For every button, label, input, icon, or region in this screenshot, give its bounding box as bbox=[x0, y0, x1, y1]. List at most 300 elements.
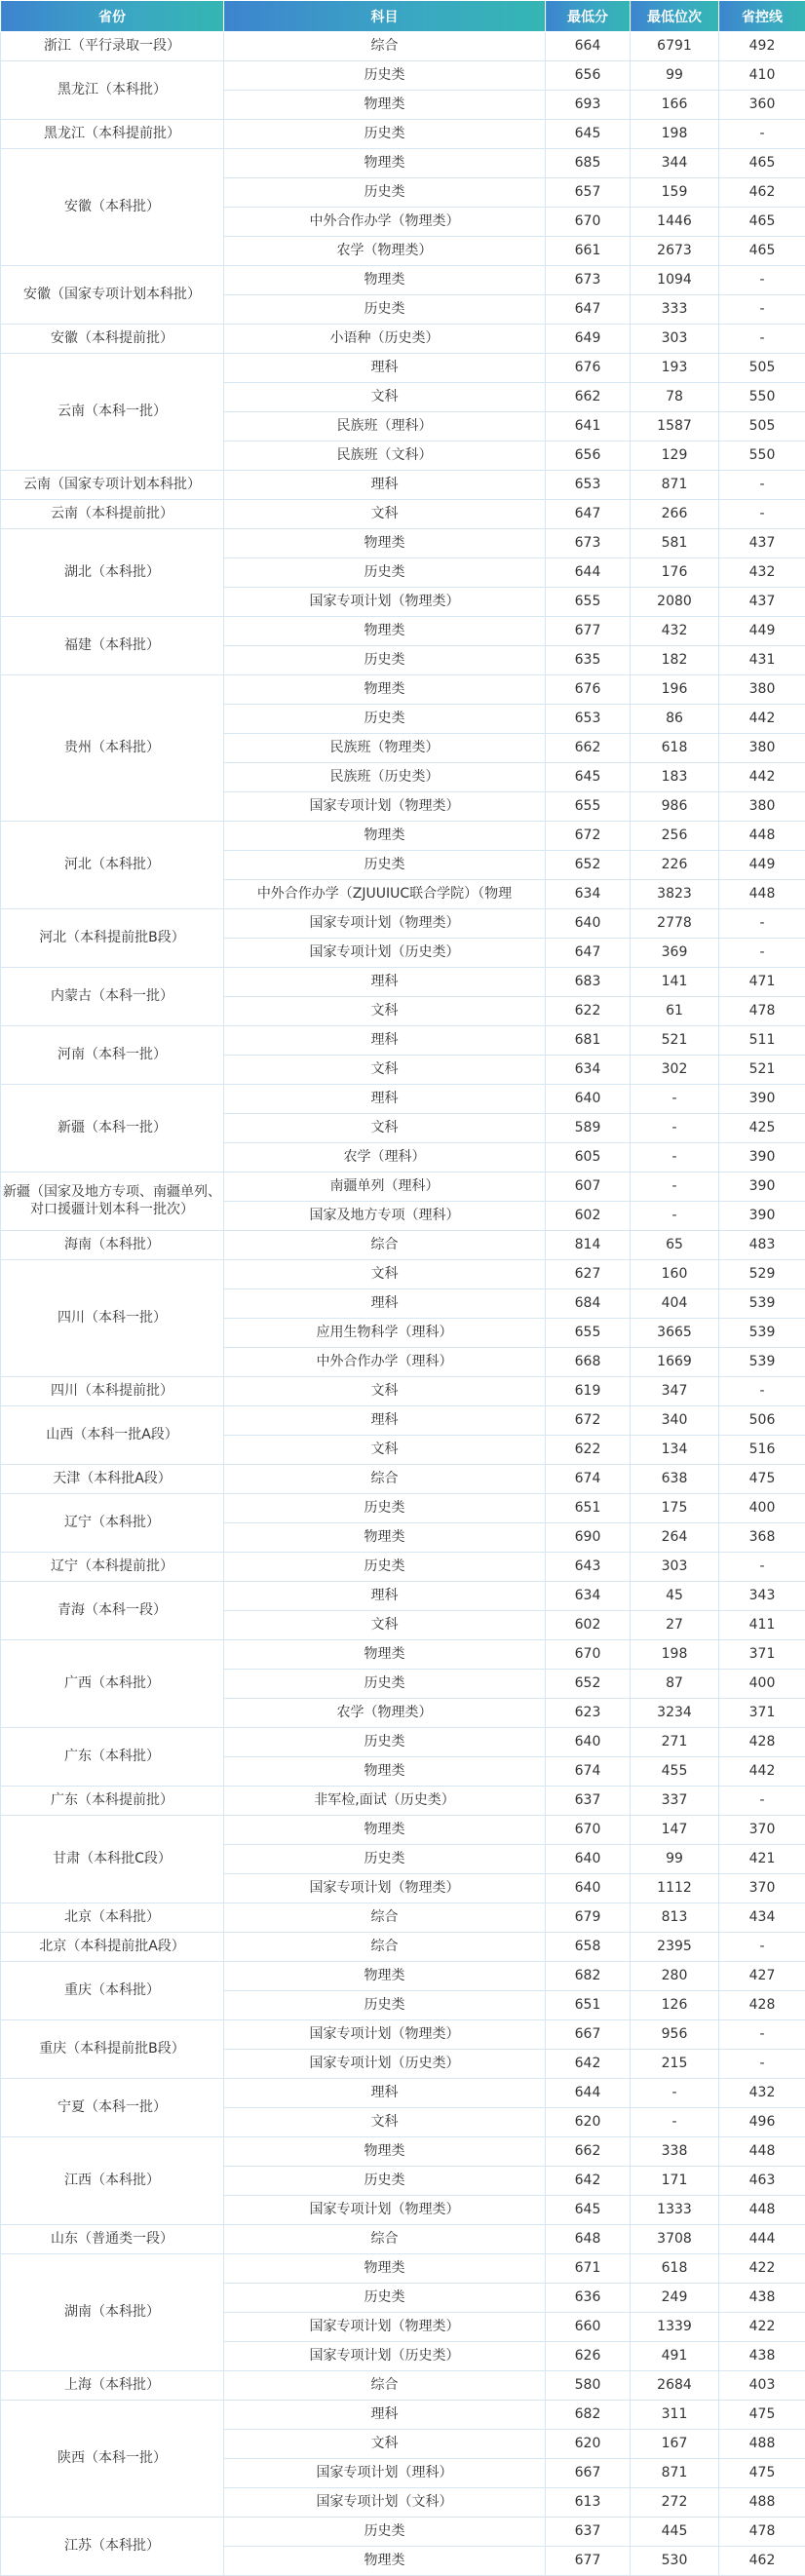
control-line-cell: 521 bbox=[719, 1056, 805, 1085]
min-score-cell: 672 bbox=[546, 1406, 631, 1436]
province-cell: 安徽（本科批） bbox=[1, 149, 224, 266]
subject-cell: 非军检,面试（历史类） bbox=[224, 1787, 546, 1816]
province-cell: 贵州（本科批） bbox=[1, 675, 224, 822]
province-cell: 江苏（本科批） bbox=[1, 2518, 224, 2576]
subject-cell: 理科 bbox=[224, 1582, 546, 1611]
subject-cell: 国家专项计划（物理类） bbox=[224, 792, 546, 822]
control-line-cell: 432 bbox=[719, 2079, 805, 2108]
subject-cell: 民族班（理科） bbox=[224, 412, 546, 442]
control-line-cell: - bbox=[719, 325, 805, 354]
control-line-cell: 370 bbox=[719, 1874, 805, 1903]
control-line-cell: - bbox=[719, 471, 805, 500]
min-score-cell: 640 bbox=[546, 1728, 631, 1757]
min-score-cell: 613 bbox=[546, 2488, 631, 2518]
min-rank-cell: 404 bbox=[631, 1289, 719, 1319]
min-rank-cell: 956 bbox=[631, 2020, 719, 2050]
min-score-cell: 640 bbox=[546, 1874, 631, 1903]
control-line-cell: 448 bbox=[719, 822, 805, 851]
control-line-cell: 449 bbox=[719, 851, 805, 880]
subject-cell: 民族班（历史类） bbox=[224, 763, 546, 792]
min-score-cell: 635 bbox=[546, 646, 631, 675]
subject-cell: 文科 bbox=[224, 1436, 546, 1465]
min-rank-cell: 27 bbox=[631, 1611, 719, 1640]
min-rank-cell: 99 bbox=[631, 1845, 719, 1874]
min-score-cell: 685 bbox=[546, 149, 631, 178]
control-line-cell: 442 bbox=[719, 705, 805, 734]
min-score-cell: 623 bbox=[546, 1699, 631, 1728]
subject-cell: 中外合作办学（理科） bbox=[224, 1348, 546, 1377]
min-score-cell: 683 bbox=[546, 968, 631, 997]
subject-cell: 历史类 bbox=[224, 1494, 546, 1523]
min-rank-cell: 147 bbox=[631, 1816, 719, 1845]
control-line-cell: - bbox=[719, 1933, 805, 1962]
table-row bbox=[1, 2401, 805, 2430]
subject-cell: 历史类 bbox=[224, 61, 546, 91]
header-min-rank: 最低位次 bbox=[631, 1, 719, 32]
control-line-cell: 496 bbox=[719, 2108, 805, 2137]
table-row bbox=[1, 2020, 805, 2050]
subject-cell: 历史类 bbox=[224, 178, 546, 208]
control-line-cell: 539 bbox=[719, 1319, 805, 1348]
subject-cell: 历史类 bbox=[224, 1991, 546, 2020]
subject-cell: 中外合作办学（ZJUUIUC联合学院）（物理 bbox=[224, 880, 546, 909]
min-rank-cell: 3708 bbox=[631, 2225, 719, 2254]
table-row bbox=[1, 1933, 805, 1962]
min-score-cell: 656 bbox=[546, 442, 631, 471]
control-line-cell: - bbox=[719, 2050, 805, 2079]
subject-cell: 物理类 bbox=[224, 2137, 546, 2167]
min-rank-cell: 344 bbox=[631, 149, 719, 178]
subject-cell: 民族班（文科） bbox=[224, 442, 546, 471]
min-rank-cell: 445 bbox=[631, 2518, 719, 2547]
province-cell: 黑龙江（本科批） bbox=[1, 61, 224, 120]
min-rank-cell: 1446 bbox=[631, 208, 719, 237]
min-rank-cell: 2673 bbox=[631, 237, 719, 266]
min-score-cell: 640 bbox=[546, 1085, 631, 1114]
min-rank-cell: 126 bbox=[631, 1991, 719, 2020]
subject-cell: 国家专项计划（历史类） bbox=[224, 939, 546, 968]
table-row bbox=[1, 2518, 805, 2547]
min-rank-cell: 65 bbox=[631, 1231, 719, 1260]
subject-cell: 综合 bbox=[224, 2371, 546, 2401]
min-score-cell: 652 bbox=[546, 851, 631, 880]
subject-cell: 小语种（历史类） bbox=[224, 325, 546, 354]
subject-cell: 历史类 bbox=[224, 1845, 546, 1874]
province-cell: 山西（本科一批A段） bbox=[1, 1406, 224, 1465]
table-row bbox=[1, 1582, 805, 1611]
control-line-cell: 462 bbox=[719, 2547, 805, 2576]
control-line-cell: - bbox=[719, 120, 805, 149]
control-line-cell: 529 bbox=[719, 1260, 805, 1289]
subject-cell: 国家专项计划（物理类） bbox=[224, 909, 546, 939]
min-score-cell: 620 bbox=[546, 2108, 631, 2137]
min-score-cell: 648 bbox=[546, 2225, 631, 2254]
subject-cell: 理科 bbox=[224, 2401, 546, 2430]
table-row bbox=[1, 2137, 805, 2167]
control-line-cell: 403 bbox=[719, 2371, 805, 2401]
control-line-cell: 462 bbox=[719, 178, 805, 208]
control-line-cell: 434 bbox=[719, 1903, 805, 1933]
min-score-cell: 693 bbox=[546, 91, 631, 120]
control-line-cell: 465 bbox=[719, 149, 805, 178]
min-score-cell: 662 bbox=[546, 383, 631, 412]
min-rank-cell: - bbox=[631, 1173, 719, 1202]
min-score-cell: 681 bbox=[546, 1026, 631, 1056]
min-score-cell: 677 bbox=[546, 2547, 631, 2576]
min-score-cell: 619 bbox=[546, 1377, 631, 1406]
min-rank-cell: 167 bbox=[631, 2430, 719, 2459]
table-row bbox=[1, 354, 805, 383]
control-line-cell: 506 bbox=[719, 1406, 805, 1436]
province-cell: 新疆（本科一批） bbox=[1, 1085, 224, 1173]
min-rank-cell: 3665 bbox=[631, 1319, 719, 1348]
control-line-cell: 475 bbox=[719, 2459, 805, 2488]
min-rank-cell: 1112 bbox=[631, 1874, 719, 1903]
control-line-cell: - bbox=[719, 500, 805, 529]
min-rank-cell: - bbox=[631, 1085, 719, 1114]
min-score-cell: 589 bbox=[546, 1114, 631, 1143]
province-cell: 辽宁（本科批） bbox=[1, 1494, 224, 1553]
table-row bbox=[1, 266, 805, 295]
min-rank-cell: 871 bbox=[631, 471, 719, 500]
control-line-cell: 400 bbox=[719, 1494, 805, 1523]
min-rank-cell: 3234 bbox=[631, 1699, 719, 1728]
min-score-cell: 660 bbox=[546, 2313, 631, 2342]
min-rank-cell: 530 bbox=[631, 2547, 719, 2576]
min-rank-cell: 198 bbox=[631, 1640, 719, 1670]
min-score-cell: 602 bbox=[546, 1611, 631, 1640]
table-row bbox=[1, 822, 805, 851]
min-score-cell: 651 bbox=[546, 1494, 631, 1523]
control-line-cell: 465 bbox=[719, 237, 805, 266]
table-row bbox=[1, 529, 805, 558]
control-line-cell: 390 bbox=[719, 1085, 805, 1114]
min-score-cell: 655 bbox=[546, 1319, 631, 1348]
province-cell: 重庆（本科提前批B段） bbox=[1, 2020, 224, 2079]
control-line-cell: 422 bbox=[719, 2313, 805, 2342]
control-line-cell: 422 bbox=[719, 2254, 805, 2284]
min-score-cell: 645 bbox=[546, 120, 631, 149]
subject-cell: 历史类 bbox=[224, 705, 546, 734]
table-row bbox=[1, 1903, 805, 1933]
min-score-cell: 626 bbox=[546, 2342, 631, 2371]
min-score-cell: 676 bbox=[546, 354, 631, 383]
control-line-cell: - bbox=[719, 939, 805, 968]
min-rank-cell: 159 bbox=[631, 178, 719, 208]
min-score-cell: 673 bbox=[546, 266, 631, 295]
min-score-cell: 676 bbox=[546, 675, 631, 705]
province-cell: 辽宁（本科提前批） bbox=[1, 1553, 224, 1582]
subject-cell: 物理类 bbox=[224, 2547, 546, 2576]
control-line-cell: 488 bbox=[719, 2430, 805, 2459]
table-row bbox=[1, 1787, 805, 1816]
control-line-cell: 483 bbox=[719, 1231, 805, 1260]
province-cell: 四川（本科一批） bbox=[1, 1260, 224, 1377]
table-row bbox=[1, 325, 805, 354]
subject-cell: 综合 bbox=[224, 1231, 546, 1260]
subject-cell: 理科 bbox=[224, 2079, 546, 2108]
control-line-cell: 442 bbox=[719, 763, 805, 792]
header-control-line: 省控线 bbox=[719, 1, 805, 32]
province-cell: 河北（本科提前批B段） bbox=[1, 909, 224, 968]
min-score-cell: 602 bbox=[546, 1202, 631, 1231]
control-line-cell: 371 bbox=[719, 1640, 805, 1670]
min-score-cell: 642 bbox=[546, 2050, 631, 2079]
min-rank-cell: 986 bbox=[631, 792, 719, 822]
min-rank-cell: 182 bbox=[631, 646, 719, 675]
province-cell: 上海（本科批） bbox=[1, 2371, 224, 2401]
subject-cell: 国家专项计划（物理类） bbox=[224, 2313, 546, 2342]
min-rank-cell: 1094 bbox=[631, 266, 719, 295]
table-row bbox=[1, 2371, 805, 2401]
subject-cell: 文科 bbox=[224, 1056, 546, 1085]
subject-cell: 综合 bbox=[224, 1903, 546, 1933]
table-row bbox=[1, 2225, 805, 2254]
control-line-cell: 410 bbox=[719, 61, 805, 91]
subject-cell: 应用生物科学（理科） bbox=[224, 1319, 546, 1348]
min-score-cell: 679 bbox=[546, 1903, 631, 1933]
control-line-cell: 444 bbox=[719, 2225, 805, 2254]
min-rank-cell: 78 bbox=[631, 383, 719, 412]
control-line-cell: 390 bbox=[719, 1143, 805, 1173]
province-cell: 湖南（本科批） bbox=[1, 2254, 224, 2371]
province-cell: 河南（本科一批） bbox=[1, 1026, 224, 1085]
min-rank-cell: 491 bbox=[631, 2342, 719, 2371]
control-line-cell: 437 bbox=[719, 529, 805, 558]
min-rank-cell: - bbox=[631, 1114, 719, 1143]
min-score-cell: 634 bbox=[546, 1582, 631, 1611]
subject-cell: 历史类 bbox=[224, 120, 546, 149]
control-line-cell: 431 bbox=[719, 646, 805, 675]
subject-cell: 理科 bbox=[224, 1085, 546, 1114]
table-row bbox=[1, 1465, 805, 1494]
subject-cell: 国家专项计划（文科） bbox=[224, 2488, 546, 2518]
subject-cell: 历史类 bbox=[224, 1670, 546, 1699]
subject-cell: 物理类 bbox=[224, 822, 546, 851]
subject-cell: 南疆单列（理科） bbox=[224, 1173, 546, 1202]
min-score-cell: 667 bbox=[546, 2459, 631, 2488]
subject-cell: 历史类 bbox=[224, 558, 546, 588]
subject-cell: 物理类 bbox=[224, 1757, 546, 1787]
min-rank-cell: 266 bbox=[631, 500, 719, 529]
min-score-cell: 607 bbox=[546, 1173, 631, 1202]
subject-cell: 历史类 bbox=[224, 646, 546, 675]
table-row bbox=[1, 1728, 805, 1757]
min-score-cell: 642 bbox=[546, 2167, 631, 2196]
min-score-cell: 647 bbox=[546, 295, 631, 325]
control-line-cell: 488 bbox=[719, 2488, 805, 2518]
subject-cell: 历史类 bbox=[224, 2518, 546, 2547]
table-row bbox=[1, 61, 805, 91]
min-rank-cell: 6791 bbox=[631, 32, 719, 61]
province-cell: 云南（本科提前批） bbox=[1, 500, 224, 529]
subject-cell: 国家专项计划（物理类） bbox=[224, 1874, 546, 1903]
control-line-cell: 390 bbox=[719, 1202, 805, 1231]
control-line-cell: 550 bbox=[719, 383, 805, 412]
min-score-cell: 640 bbox=[546, 1845, 631, 1874]
subject-cell: 物理类 bbox=[224, 91, 546, 120]
province-cell: 陕西（本科一批） bbox=[1, 2401, 224, 2518]
min-rank-cell: 521 bbox=[631, 1026, 719, 1056]
min-rank-cell: 302 bbox=[631, 1056, 719, 1085]
min-score-cell: 653 bbox=[546, 471, 631, 500]
subject-cell: 中外合作办学（物理类） bbox=[224, 208, 546, 237]
subject-cell: 国家专项计划（物理类） bbox=[224, 2196, 546, 2225]
subject-cell: 文科 bbox=[224, 1611, 546, 1640]
table-row bbox=[1, 1231, 805, 1260]
min-rank-cell: 581 bbox=[631, 529, 719, 558]
control-line-cell: 539 bbox=[719, 1289, 805, 1319]
control-line-cell: 465 bbox=[719, 208, 805, 237]
table-row bbox=[1, 1377, 805, 1406]
min-rank-cell: 198 bbox=[631, 120, 719, 149]
subject-cell: 历史类 bbox=[224, 1553, 546, 1582]
min-score-cell: 645 bbox=[546, 763, 631, 792]
min-score-cell: 671 bbox=[546, 2254, 631, 2284]
min-rank-cell: 2778 bbox=[631, 909, 719, 939]
table-row bbox=[1, 1085, 805, 1114]
control-line-cell: 380 bbox=[719, 675, 805, 705]
min-score-cell: 661 bbox=[546, 237, 631, 266]
min-rank-cell: 1333 bbox=[631, 2196, 719, 2225]
province-cell: 海南（本科批） bbox=[1, 1231, 224, 1260]
subject-cell: 农学（理科） bbox=[224, 1143, 546, 1173]
min-rank-cell: 2684 bbox=[631, 2371, 719, 2401]
province-cell: 云南（本科一批） bbox=[1, 354, 224, 471]
min-rank-cell: 1587 bbox=[631, 412, 719, 442]
table-row bbox=[1, 1406, 805, 1436]
table-row bbox=[1, 909, 805, 939]
subject-cell: 理科 bbox=[224, 354, 546, 383]
control-line-cell: 343 bbox=[719, 1582, 805, 1611]
table-row bbox=[1, 1553, 805, 1582]
control-line-cell: - bbox=[719, 1377, 805, 1406]
min-score-cell: 682 bbox=[546, 2401, 631, 2430]
min-score-cell: 677 bbox=[546, 617, 631, 646]
table-row bbox=[1, 500, 805, 529]
table-row bbox=[1, 2254, 805, 2284]
min-rank-cell: 175 bbox=[631, 1494, 719, 1523]
header-subject: 科目 bbox=[224, 1, 546, 32]
min-rank-cell: 129 bbox=[631, 442, 719, 471]
min-score-cell: 647 bbox=[546, 939, 631, 968]
min-score-cell: 656 bbox=[546, 61, 631, 91]
province-cell: 广东（本科提前批） bbox=[1, 1787, 224, 1816]
min-score-cell: 664 bbox=[546, 32, 631, 61]
control-line-cell: 475 bbox=[719, 1465, 805, 1494]
min-score-cell: 662 bbox=[546, 734, 631, 763]
min-rank-cell: 134 bbox=[631, 1436, 719, 1465]
min-rank-cell: 347 bbox=[631, 1377, 719, 1406]
subject-cell: 文科 bbox=[224, 997, 546, 1026]
control-line-cell: 463 bbox=[719, 2167, 805, 2196]
min-score-cell: 634 bbox=[546, 1056, 631, 1085]
min-rank-cell: 1669 bbox=[631, 1348, 719, 1377]
province-cell: 浙江（平行录取一段） bbox=[1, 32, 224, 61]
min-rank-cell: 303 bbox=[631, 325, 719, 354]
subject-cell: 物理类 bbox=[224, 1816, 546, 1845]
subject-cell: 文科 bbox=[224, 2430, 546, 2459]
min-score-cell: 627 bbox=[546, 1260, 631, 1289]
min-rank-cell: 340 bbox=[631, 1406, 719, 1436]
control-line-cell: 411 bbox=[719, 1611, 805, 1640]
min-score-cell: 651 bbox=[546, 1991, 631, 2020]
min-score-cell: 652 bbox=[546, 1670, 631, 1699]
subject-cell: 农学（物理类） bbox=[224, 237, 546, 266]
min-score-cell: 645 bbox=[546, 2196, 631, 2225]
min-rank-cell: 264 bbox=[631, 1523, 719, 1553]
min-score-cell: 670 bbox=[546, 1640, 631, 1670]
control-line-cell: 478 bbox=[719, 997, 805, 1026]
min-rank-cell: 2395 bbox=[631, 1933, 719, 1962]
min-score-cell: 643 bbox=[546, 1553, 631, 1582]
min-rank-cell: 183 bbox=[631, 763, 719, 792]
control-line-cell: - bbox=[719, 1787, 805, 1816]
subject-cell: 物理类 bbox=[224, 617, 546, 646]
min-rank-cell: 87 bbox=[631, 1670, 719, 1699]
table-row bbox=[1, 617, 805, 646]
subject-cell: 理科 bbox=[224, 1026, 546, 1056]
province-cell: 安徽（本科提前批） bbox=[1, 325, 224, 354]
control-line-cell: 421 bbox=[719, 1845, 805, 1874]
subject-cell: 综合 bbox=[224, 2225, 546, 2254]
subject-cell: 民族班（物理类） bbox=[224, 734, 546, 763]
control-line-cell: 432 bbox=[719, 558, 805, 588]
min-score-cell: 657 bbox=[546, 178, 631, 208]
table-row bbox=[1, 1173, 805, 1202]
min-rank-cell: 249 bbox=[631, 2284, 719, 2313]
min-rank-cell: 160 bbox=[631, 1260, 719, 1289]
header-row bbox=[1, 1, 805, 32]
province-cell: 广东（本科批） bbox=[1, 1728, 224, 1787]
min-rank-cell: 337 bbox=[631, 1787, 719, 1816]
control-line-cell: 380 bbox=[719, 734, 805, 763]
min-score-cell: 641 bbox=[546, 412, 631, 442]
min-rank-cell: 311 bbox=[631, 2401, 719, 2430]
header-province: 省份 bbox=[1, 1, 224, 32]
control-line-cell: 438 bbox=[719, 2284, 805, 2313]
min-score-cell: 622 bbox=[546, 997, 631, 1026]
min-score-cell: 662 bbox=[546, 2137, 631, 2167]
min-rank-cell: 455 bbox=[631, 1757, 719, 1787]
min-score-cell: 647 bbox=[546, 500, 631, 529]
subject-cell: 理科 bbox=[224, 1289, 546, 1319]
province-cell: 福建（本科批） bbox=[1, 617, 224, 675]
province-cell: 山东（普通类一段） bbox=[1, 2225, 224, 2254]
subject-cell: 文科 bbox=[224, 500, 546, 529]
min-score-cell: 682 bbox=[546, 1962, 631, 1991]
subject-cell: 物理类 bbox=[224, 149, 546, 178]
min-score-cell: 637 bbox=[546, 1787, 631, 1816]
subject-cell: 文科 bbox=[224, 1114, 546, 1143]
province-cell: 广西（本科批） bbox=[1, 1640, 224, 1728]
min-rank-cell: 280 bbox=[631, 1962, 719, 1991]
min-rank-cell: 99 bbox=[631, 61, 719, 91]
control-line-cell: 427 bbox=[719, 1962, 805, 1991]
province-cell: 内蒙古（本科一批） bbox=[1, 968, 224, 1026]
control-line-cell: 380 bbox=[719, 792, 805, 822]
province-cell: 河北（本科批） bbox=[1, 822, 224, 909]
subject-cell: 历史类 bbox=[224, 2167, 546, 2196]
min-score-cell: 640 bbox=[546, 909, 631, 939]
min-score-cell: 670 bbox=[546, 208, 631, 237]
min-rank-cell: 871 bbox=[631, 2459, 719, 2488]
min-rank-cell: 638 bbox=[631, 1465, 719, 1494]
min-score-cell: 814 bbox=[546, 1231, 631, 1260]
table-row bbox=[1, 32, 805, 61]
table-row bbox=[1, 1962, 805, 1991]
min-rank-cell: - bbox=[631, 1143, 719, 1173]
